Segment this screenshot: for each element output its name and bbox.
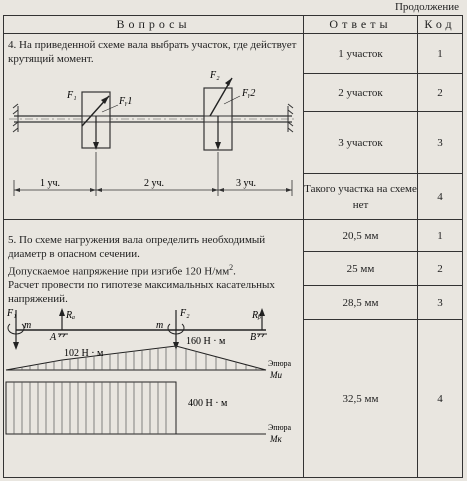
f1-label: F₁ bbox=[67, 89, 77, 101]
question-4-cell bbox=[4, 34, 304, 220]
question-5-line-2: Допускаемое напряжение при изгибе 120 $Н/мм^2$. bbox=[8, 262, 236, 278]
q4-code-1: 1 bbox=[418, 34, 463, 74]
question-5-cell bbox=[4, 220, 304, 478]
mu-label: Mи bbox=[270, 370, 282, 381]
segment-1-label: 1 уч. bbox=[40, 177, 61, 189]
support-a-label: A bbox=[50, 332, 57, 344]
q5-answer-3: 28,5 мм bbox=[304, 286, 418, 320]
question-4-text: 4. На приведенной схеме вала выбрать участок, где действует крутящий момент. bbox=[8, 38, 297, 65]
support-b-label: B bbox=[250, 332, 257, 344]
loading-scheme-diagram bbox=[4, 308, 302, 466]
f2-force-label: F₂ bbox=[180, 308, 190, 320]
q4-answer-1: 1 участок bbox=[304, 34, 418, 74]
ra-label: Rₐ bbox=[66, 310, 76, 322]
right-bearing-icon bbox=[288, 104, 293, 132]
moment-160-label: 160 Н · м bbox=[186, 336, 226, 348]
q5-code-4: 4 bbox=[418, 320, 463, 478]
f1-force-label: F₁ bbox=[7, 308, 17, 320]
ft1-label: Fᵧ1 bbox=[119, 95, 133, 107]
support-b-icon bbox=[257, 334, 267, 337]
table-row bbox=[4, 34, 463, 74]
q4-code-2: 2 bbox=[418, 74, 463, 112]
q4-code-3: 3 bbox=[418, 112, 463, 174]
ft2-label: Fᵧ2 bbox=[242, 87, 256, 99]
question-5-line-1: 5. По схеме нагружения вала определить необходимый диаметр в опасном сечении. bbox=[8, 233, 266, 260]
q4-answer-4: Такого участка на схеме нет bbox=[304, 174, 418, 220]
code-header: Код bbox=[418, 16, 463, 34]
support-a-icon bbox=[58, 334, 68, 337]
q5-code-1: 1 bbox=[418, 220, 463, 252]
table-row bbox=[4, 220, 463, 252]
moment-400-label: 400 Н · м bbox=[188, 398, 228, 410]
left-bearing-icon bbox=[13, 104, 18, 132]
q5-answer-2: 25 мм bbox=[304, 252, 418, 286]
rb-label: Rᵦ bbox=[252, 310, 261, 322]
q4-answer-3: 3 участок bbox=[304, 112, 418, 174]
table-header-row bbox=[4, 16, 463, 34]
mk-label: Mк bbox=[270, 434, 282, 445]
q5-code-3: 3 bbox=[418, 286, 463, 320]
moment-m1-label: m bbox=[24, 320, 32, 332]
q4-answer-2: 2 участок bbox=[304, 74, 418, 112]
segment-3-label: 3 уч. bbox=[236, 177, 257, 189]
shaft-scheme-diagram bbox=[4, 68, 302, 218]
moment-102-label: 102 Н · м bbox=[64, 348, 104, 360]
q5-answer-4: 32,5 мм bbox=[304, 320, 418, 478]
q5-answer-1: 20,5 мм bbox=[304, 220, 418, 252]
torque-diagram-hatch bbox=[14, 382, 166, 434]
f2-label: F₂ bbox=[210, 69, 220, 81]
q4-code-4: 4 bbox=[418, 174, 463, 220]
moment-m2-label: m bbox=[156, 320, 164, 332]
questions-header: Вопросы bbox=[4, 16, 304, 34]
questions-table bbox=[3, 15, 463, 478]
segment-2-label: 2 уч. bbox=[144, 177, 165, 189]
epure-bending-label: Эпюра bbox=[268, 359, 292, 369]
epure-torque-label: Эпюра bbox=[268, 423, 292, 433]
question-5-line-3: Расчет провести по гипотезе максимальных касательных напряжений. bbox=[8, 279, 275, 306]
q5-code-2: 2 bbox=[418, 252, 463, 286]
continuation-label: Продолжение bbox=[394, 1, 459, 13]
answers-header: Ответы bbox=[304, 16, 418, 34]
